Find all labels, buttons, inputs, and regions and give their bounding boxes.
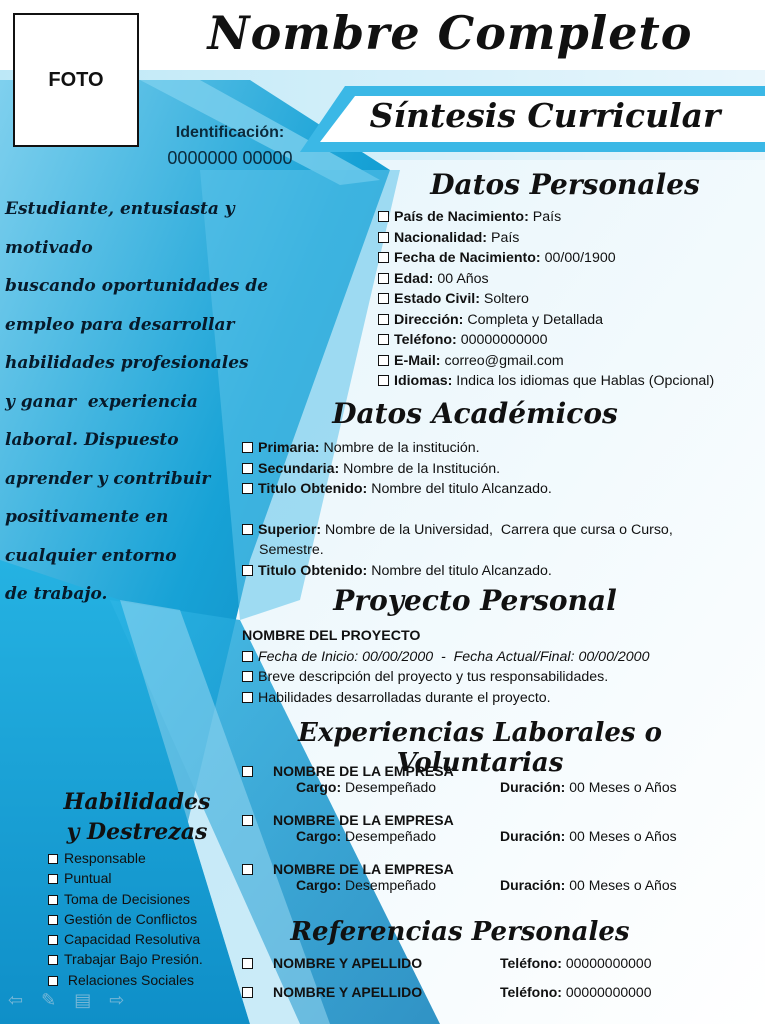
- skills-title-line: Habilidades: [63, 789, 211, 815]
- field-label: Superior:: [258, 521, 322, 538]
- checkbox-icon: [48, 935, 58, 945]
- field-label: E-Mail:: [394, 352, 441, 369]
- section-title-academic: Datos Académicos: [332, 397, 618, 430]
- section-title-personal: Datos Personales: [430, 168, 700, 201]
- duracion-label: Duración:: [500, 877, 566, 893]
- checkbox-icon: [242, 671, 253, 682]
- checkbox-icon: [48, 874, 58, 884]
- cargo-label: Cargo:: [296, 877, 342, 893]
- skill-label: Toma de Decisiones: [64, 890, 191, 907]
- duracion-label: Duración:: [500, 779, 566, 795]
- checkbox-icon: [242, 692, 253, 703]
- skill-label: Responsable: [64, 850, 146, 866]
- subtitle: Síntesis Curricular: [369, 96, 721, 135]
- list-item: [242, 520, 673, 541]
- skill-label: Puntual: [64, 870, 112, 887]
- personal-list: [378, 207, 714, 392]
- checkbox-icon: [242, 565, 253, 576]
- reference-item: [242, 955, 742, 975]
- checkbox-icon: [242, 651, 253, 662]
- list-item: [48, 889, 203, 909]
- checkbox-icon: [242, 442, 253, 453]
- project-dates: Fecha de Inicio: 00/00/2000 - Fecha Actual/Final: 00/00/2000: [258, 648, 650, 665]
- list-item: [378, 371, 714, 392]
- summary-line: empleo para desarrollar: [5, 314, 235, 335]
- field-value: correo@gmail.com: [444, 352, 564, 369]
- checkbox-icon: [242, 463, 253, 474]
- field-value: País: [532, 209, 562, 225]
- checkbox-icon: [48, 915, 58, 925]
- checkbox-icon: [48, 955, 58, 965]
- name-title: Nombre Completo: [207, 6, 693, 60]
- field-label: Idiomas:: [394, 373, 453, 389]
- skill-label: Relaciones Sociales: [64, 971, 194, 988]
- field-value: 00/00/1900: [544, 250, 616, 266]
- checkbox-icon: [378, 375, 389, 386]
- field-value: Indica los idiomas que Hablas (Opcional): [456, 373, 715, 389]
- field-label: Fecha de Nacimiento:: [394, 250, 541, 266]
- nav-pen-icon[interactable]: ✎: [41, 990, 75, 1011]
- checkbox-icon: [48, 976, 58, 986]
- field-label: Teléfono:: [394, 332, 457, 348]
- field-label: Titulo Obtenido:: [258, 481, 368, 497]
- checkbox-icon: [242, 815, 253, 826]
- field-label: País de Nacimiento:: [394, 209, 529, 225]
- section-title-project: Proyecto Personal: [333, 584, 617, 617]
- checkbox-icon: [378, 293, 389, 304]
- summary-line: Estudiante, entusiasta y motivado: [5, 199, 235, 258]
- cargo-label: Cargo:: [296, 828, 342, 844]
- photo-label: FOTO: [48, 68, 104, 91]
- reference-item: [242, 984, 742, 1004]
- skills-list: [48, 848, 203, 990]
- list-item: [48, 868, 203, 888]
- checkbox-icon: [48, 895, 58, 905]
- list-item: [242, 667, 649, 688]
- experience-item: [242, 763, 742, 799]
- skill-label: Gestión de Conflictos: [64, 910, 198, 927]
- list-item: [242, 561, 673, 582]
- checkbox-icon: [378, 211, 389, 222]
- id-label: Identificación:: [175, 124, 285, 141]
- list-item: [48, 909, 203, 929]
- field-label: Edad:: [394, 270, 434, 287]
- duracion-value: 00 Meses o Años: [569, 779, 677, 795]
- list-item: [378, 289, 714, 310]
- cargo-label: Cargo:: [296, 779, 342, 795]
- list-item: [242, 688, 649, 709]
- checkbox-icon: [242, 958, 253, 969]
- company-name: NOMBRE DE LA EMPRESA: [273, 861, 454, 877]
- phone-value: 00000000000: [565, 955, 652, 971]
- section-title-experience: Experiencias Laborales o Voluntarias: [298, 718, 662, 778]
- skill-label: Capacidad Resolutiva: [64, 931, 201, 948]
- list-item: [242, 647, 649, 668]
- field-label: Dirección:: [394, 311, 464, 328]
- company-name: NOMBRE DE LA EMPRESA: [273, 812, 454, 828]
- list-item: [378, 310, 714, 331]
- summary-line: y ganar experiencia: [5, 391, 198, 412]
- phone-label: Teléfono:: [500, 955, 562, 971]
- field-value: Nombre del titulo Alcanzado.: [371, 562, 552, 579]
- nav-arrow-right-icon[interactable]: ⇨: [109, 990, 143, 1011]
- cargo-value: Desempeñado: [345, 828, 437, 844]
- field-value: País: [490, 229, 520, 246]
- list-item-continuation: Semestre.: [259, 542, 324, 558]
- list-item: [378, 228, 714, 249]
- checkbox-icon: [242, 987, 253, 998]
- checkbox-icon: [378, 334, 389, 345]
- checkbox-icon: [378, 314, 389, 325]
- nav-arrow-left-icon[interactable]: ⇦: [8, 990, 42, 1011]
- list-item: [378, 207, 714, 228]
- skills-title-line: y Destrezas: [66, 819, 208, 845]
- field-value: Nombre de la Institución.: [343, 460, 501, 477]
- checkbox-icon: [242, 483, 253, 494]
- list-item: [378, 330, 714, 351]
- skills-title: [42, 787, 232, 847]
- list-item: [48, 970, 203, 990]
- field-value: 00 Años: [437, 270, 489, 287]
- section-title-references: Referencias Personales: [290, 917, 630, 947]
- cargo-value: Desempeñado: [345, 877, 437, 893]
- checkbox-icon: [48, 854, 58, 864]
- list-item: [378, 269, 714, 290]
- list-item: [242, 459, 673, 480]
- slide-nav: [8, 990, 142, 1011]
- checkbox-icon: [378, 355, 389, 366]
- checkbox-icon: [378, 252, 389, 263]
- field-value: Soltero: [483, 291, 529, 307]
- list-item: [242, 479, 673, 500]
- duracion-value: 00 Meses o Años: [569, 877, 677, 893]
- list-item: [242, 438, 673, 459]
- checkbox-icon: [242, 864, 253, 875]
- nav-menu-icon[interactable]: ▤: [74, 990, 110, 1011]
- checkbox-icon: [378, 232, 389, 243]
- summary-line: positivamente en: [5, 507, 169, 527]
- project-name: NOMBRE DEL PROYECTO: [242, 628, 421, 644]
- summary-line: laboral. Dispuesto: [5, 430, 179, 450]
- field-label: Secundaria:: [258, 460, 340, 477]
- field-label: Titulo Obtenido:: [258, 562, 368, 579]
- skill-label: Trabajar Bajo Presión.: [64, 951, 203, 968]
- field-label: Estado Civil:: [394, 291, 480, 307]
- project-list: [242, 626, 649, 708]
- list-item: [378, 351, 714, 372]
- field-label: Primaria:: [258, 440, 320, 456]
- checkbox-icon: [378, 273, 389, 284]
- phone-value: 00000000000: [565, 984, 652, 1000]
- field-value: Nombre de la Universidad, Carrera que cursa o Curso,: [325, 521, 673, 538]
- list-item: [48, 848, 203, 868]
- phone-label: Teléfono:: [500, 984, 562, 1000]
- cargo-value: Desempeñado: [345, 779, 437, 795]
- checkbox-icon: [242, 524, 253, 535]
- id-value: 0000000 00000: [167, 148, 293, 168]
- summary-line: aprender y contribuir: [5, 468, 211, 489]
- field-label: Nacionalidad:: [394, 229, 488, 246]
- photo-placeholder[interactable]: [13, 13, 139, 147]
- list-item: [48, 929, 203, 949]
- summary-line: buscando oportunidades de: [5, 276, 269, 296]
- academic-list: [242, 438, 673, 581]
- summary-line: de trabajo.: [5, 584, 108, 604]
- checkbox-icon: [242, 766, 253, 777]
- list-item: [378, 248, 714, 269]
- duracion-value: 00 Meses o Años: [569, 828, 677, 844]
- field-value: Completa y Detallada: [467, 311, 603, 328]
- list-item: [48, 949, 203, 969]
- experience-item: [242, 861, 742, 897]
- project-item: Breve descripción del proyecto y tus responsabilidades.: [258, 669, 609, 685]
- field-value: 00000000000: [460, 332, 548, 348]
- field-value: Nombre de la institución.: [323, 440, 480, 456]
- company-name: NOMBRE DE LA EMPRESA: [273, 763, 454, 779]
- summary-line: habilidades profesionales: [5, 353, 249, 373]
- reference-name: NOMBRE Y APELLIDO: [273, 955, 423, 971]
- project-item: Habilidades desarrolladas durante el proyecto.: [258, 689, 551, 706]
- experience-item: [242, 812, 742, 848]
- summary-line: cualquier entorno: [5, 545, 177, 566]
- duracion-label: Duración:: [500, 828, 566, 844]
- field-value: Nombre del titulo Alcanzado.: [371, 481, 552, 497]
- reference-name: NOMBRE Y APELLIDO: [273, 984, 423, 1000]
